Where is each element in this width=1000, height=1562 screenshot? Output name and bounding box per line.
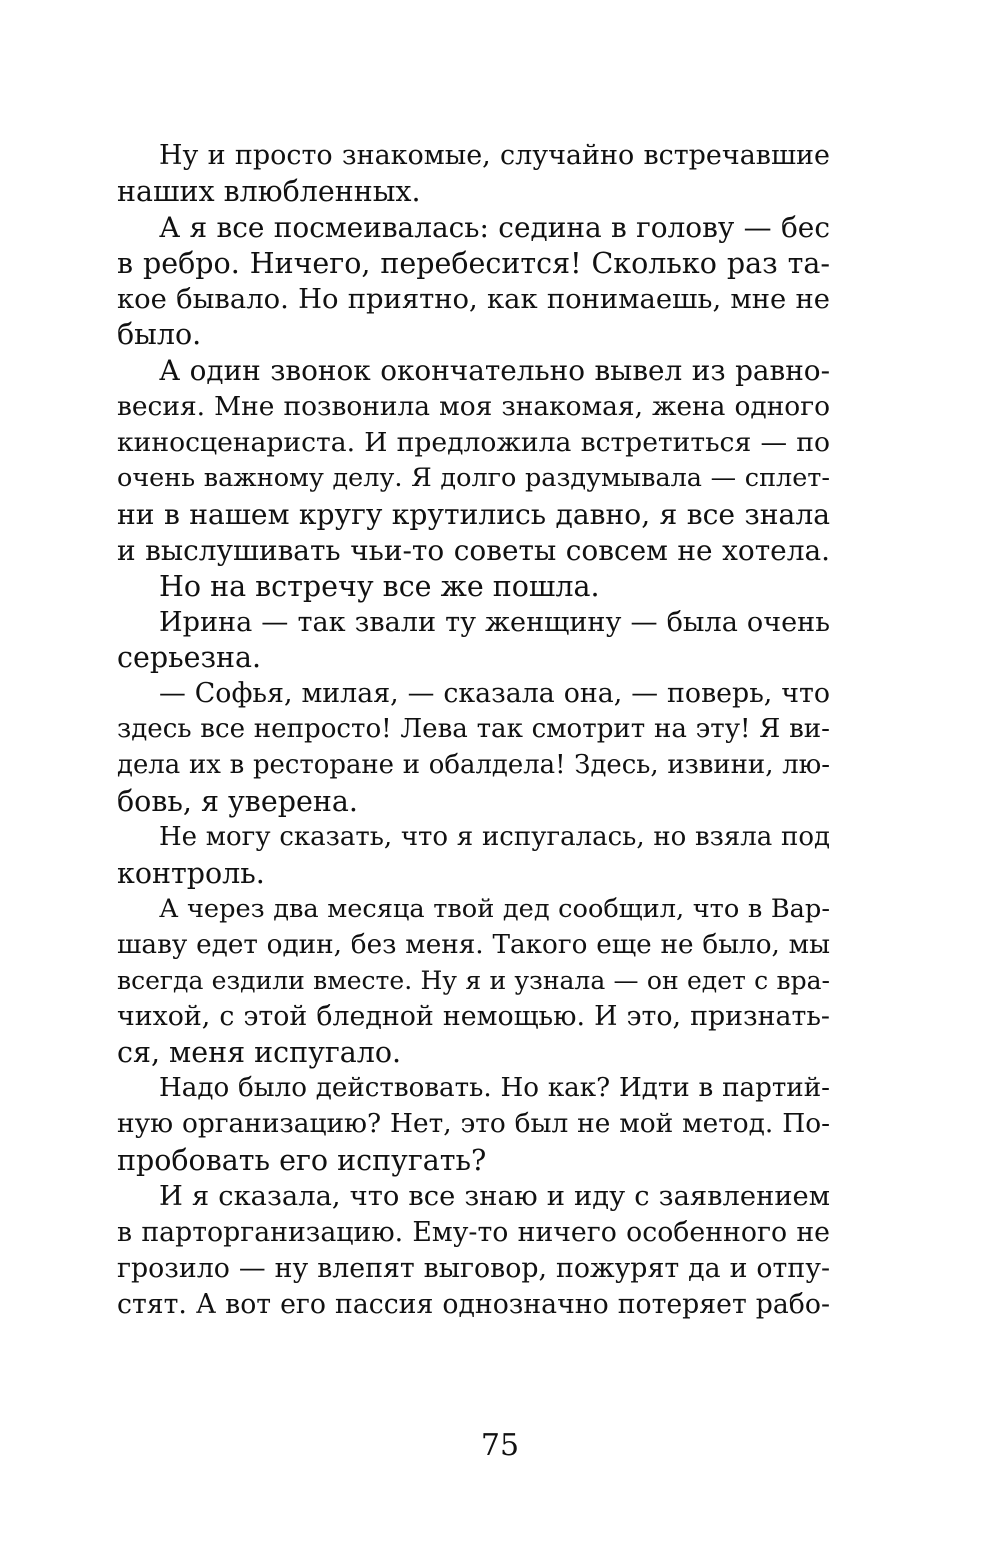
text-line: шаву едет один, без меня. Такого еще не было, мы: [117, 929, 830, 960]
text-line: весия. Мне позвонила моя знакомая, жена одного: [117, 391, 830, 423]
text-line: И я сказала, что все знаю и иду с заявлением: [159, 1180, 830, 1212]
text-line: серьезна.: [117, 641, 262, 675]
text-line: и выслушивать чьи-то советы совсем не хотела.: [117, 533, 830, 567]
text-line: Надо было действовать. Но как? Идти в партий-: [159, 1073, 830, 1104]
text-line: ся, меня испугало.: [117, 1036, 402, 1070]
text-line: А один звонок окончательно вывел из равно-: [159, 354, 830, 388]
text-line: стят. А вот его пассия однозначно потеряет рабо-: [117, 1288, 830, 1320]
text-line: Не могу сказать, что я испугалась, но взяла под: [159, 821, 830, 852]
text-line: А я все посмеивалась: седина в голову — бес: [159, 210, 830, 244]
text-line: ную организацию? Нет, это был не мой метод. По-: [117, 1109, 830, 1140]
text-line: А через два месяца твой дед сообщил, что в Вар-: [159, 893, 830, 924]
text-line: Но на встречу все же пошла.: [159, 569, 600, 603]
text-line: наших влюбленных.: [117, 174, 421, 208]
page-number: 75: [480, 1428, 520, 1463]
text-line: в ребро. Ничего, перебесится! Сколько раз та-: [117, 246, 830, 280]
text-line: киносценариста. И предложила встретиться — по: [117, 427, 830, 459]
text-line: в парторганизацию. Ему-то ничего особенного не: [117, 1216, 830, 1248]
text-line: было.: [117, 318, 202, 352]
text-line: дела их в ресторане и обалдела! Здесь, извини, лю-: [117, 750, 830, 781]
text-line: — Софья, милая, — сказала она, — поверь, что: [159, 678, 830, 710]
text-line: ни в нашем кругу крутились давно, я все знала: [117, 497, 830, 531]
text-line: контроль.: [117, 856, 265, 890]
text-line: чихой, с этой бледной немощью. И это, признать-: [117, 1001, 830, 1033]
text-line: очень важному делу. Я долго раздумывала — сплет-: [117, 463, 830, 494]
text-line: Ирина — так звали ту женщину — была очень: [159, 606, 830, 638]
text-line: кое бывало. Но приятно, как понимаешь, мне не: [117, 283, 830, 315]
body-text: [117, 138, 830, 1322]
text-line: пробовать его испугать?: [117, 1143, 487, 1177]
text-line: Ну и просто знакомые, случайно встречавшие: [159, 140, 830, 171]
text-line: здесь все непросто! Лева так смотрит на эту! Я ви-: [117, 714, 830, 745]
text-line: бовь, я уверена.: [117, 785, 358, 819]
text-line: всегда ездили вместе. Ну я и узнала — он едет с вра-: [117, 966, 830, 996]
text-line: грозило — ну влепят выговор, пожурят да и отпу-: [117, 1252, 830, 1284]
